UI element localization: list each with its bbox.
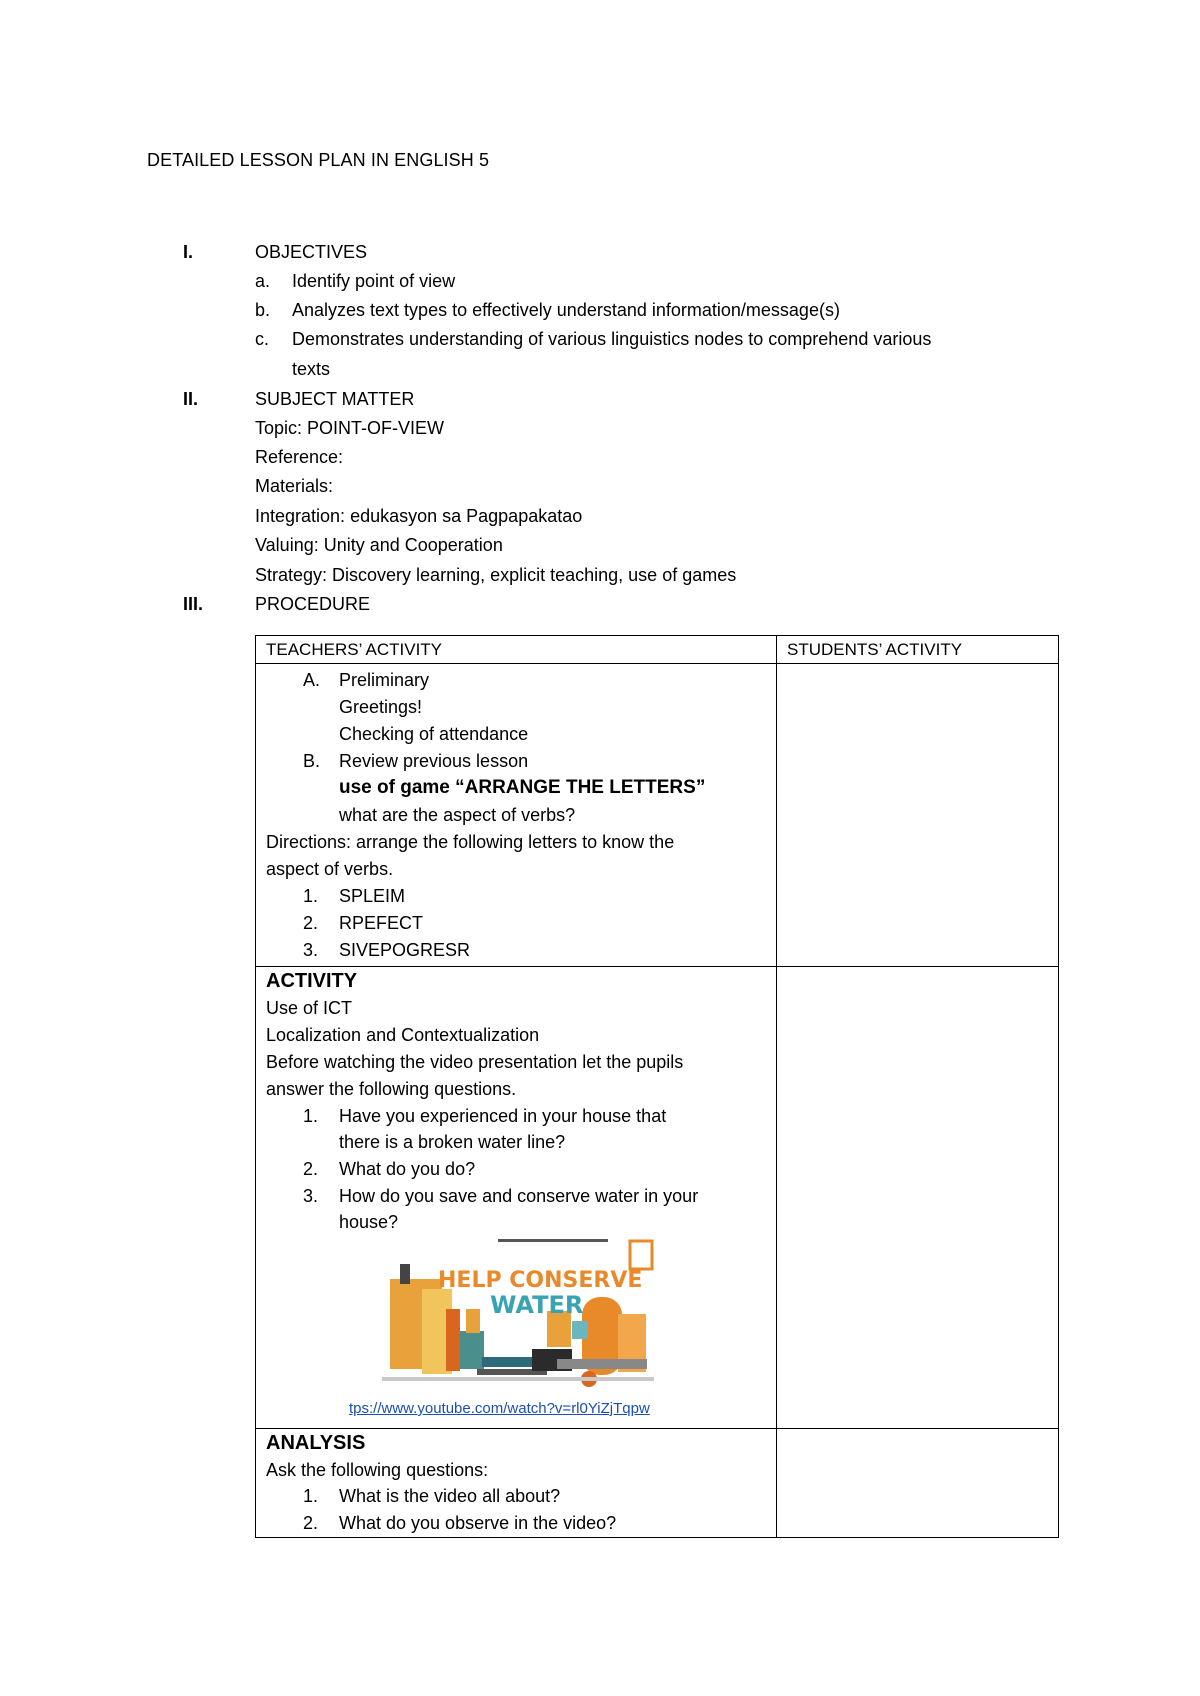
directions-line-1: Directions: arrange the following letters to know the [266, 832, 675, 852]
procedure-table [255, 635, 1059, 1538]
review-label: Review previous lesson [339, 751, 529, 771]
analysis-question-2: What do you observe in the video? [339, 1513, 617, 1533]
table-row-activity [256, 967, 1059, 1429]
question-2: What do you do? [339, 1159, 476, 1179]
greetings-text: Greetings! [339, 697, 423, 717]
objective-b: Analyzes text types to effectively understand information/message(s) [292, 300, 840, 320]
question-1-line-1: Have you experienced in your house that [339, 1106, 667, 1126]
student-cell-activity [777, 967, 1059, 1429]
list-number-2: 2. [303, 913, 319, 933]
aspect-question: what are the aspect of verbs? [339, 805, 576, 825]
table-header-row [256, 636, 1059, 664]
analysis-line-1: Ask the following questions: [266, 1460, 489, 1480]
table-row-analysis [256, 1429, 1059, 1538]
list-number-1: 1. [303, 886, 319, 906]
question-3-line-1: How do you save and conserve water in your [339, 1186, 699, 1206]
section-numeral-procedure: III. [183, 594, 204, 614]
header-teachers-activity: TEACHERS’ ACTIVITY [256, 636, 777, 664]
question-number-2: 2. [303, 1159, 319, 1179]
objective-a: Identify point of view [292, 271, 456, 291]
subject-matter-heading: SUBJECT MATTER [255, 389, 415, 409]
analysis-number-1: 1. [303, 1486, 319, 1506]
activity-line-1: Use of ICT [266, 998, 353, 1018]
directions-line-2: aspect of verbs. [266, 859, 394, 879]
teacher-cell-analysis [256, 1429, 777, 1538]
illustration-caption-1: HELP CONSERVE [438, 1268, 643, 1293]
materials-line: Materials: [255, 476, 334, 496]
activity-line-4: answer the following questions. [266, 1079, 517, 1099]
objective-letter-c: c. [255, 329, 270, 349]
objectives-heading: OBJECTIVES [255, 242, 368, 262]
header-students-activity: STUDENTS’ ACTIVITY [777, 636, 1059, 664]
video-link[interactable]: tps://www.youtube.com/watch?v=rl0YiZjTqpw [349, 1400, 650, 1417]
section-numeral-subject-matter: II. [183, 389, 199, 409]
student-cell-analysis [777, 1429, 1059, 1538]
integration-line: Integration: edukasyon sa Pagpapakatao [255, 506, 583, 526]
activity-line-2: Localization and Contextualization [266, 1025, 540, 1045]
list-number-3: 3. [303, 940, 319, 960]
objective-letter-b: b. [255, 300, 271, 320]
procedure-heading: PROCEDURE [255, 594, 371, 614]
scrambled-word-2: RPEFECT [339, 913, 424, 933]
section-numeral-objectives: I. [183, 242, 194, 262]
analysis-question-1: What is the video all about? [339, 1486, 561, 1506]
table-row-preliminary [256, 664, 1059, 967]
analysis-heading: ANALYSIS [266, 1432, 366, 1454]
illustration-caption-2: WATER [490, 1291, 584, 1319]
valuing-line: Valuing: Unity and Cooperation [255, 535, 503, 555]
question-1-line-2: there is a broken water line? [339, 1132, 566, 1152]
reference-line: Reference: [255, 447, 344, 467]
strategy-line: Strategy: Discovery learning, explicit teaching, use of games [255, 565, 737, 585]
activity-heading: ACTIVITY [266, 970, 358, 992]
document-title: DETAILED LESSON PLAN IN ENGLISH 5 [147, 150, 490, 170]
list-letter-a: A. [303, 670, 321, 690]
objective-c: Demonstrates understanding of various linguistics nodes to comprehend various [292, 329, 932, 349]
analysis-number-2: 2. [303, 1513, 319, 1533]
scrambled-word-3: SIVEPOGRESR [339, 940, 471, 960]
objective-letter-a: a. [255, 271, 271, 291]
activity-line-3: Before watching the video presentation let the pupils [266, 1052, 684, 1072]
topic-line: Topic: POINT-OF-VIEW [255, 418, 445, 438]
student-cell-preliminary [777, 664, 1059, 967]
preliminary-label: Preliminary [339, 670, 430, 690]
list-letter-b: B. [303, 751, 321, 771]
question-number-3: 3. [303, 1186, 319, 1206]
scrambled-word-1: SPLEIM [339, 886, 406, 906]
game-title: use of game “ARRANGE THE LETTERS” [339, 777, 706, 798]
attendance-text: Checking of attendance [339, 724, 529, 744]
teacher-cell-preliminary [256, 664, 777, 967]
question-3-line-2: house? [339, 1212, 399, 1232]
conserve-water-illustration [382, 1239, 654, 1409]
objective-c-continued: texts [292, 359, 331, 379]
question-number-1: 1. [303, 1106, 319, 1126]
teacher-cell-activity [256, 967, 777, 1429]
